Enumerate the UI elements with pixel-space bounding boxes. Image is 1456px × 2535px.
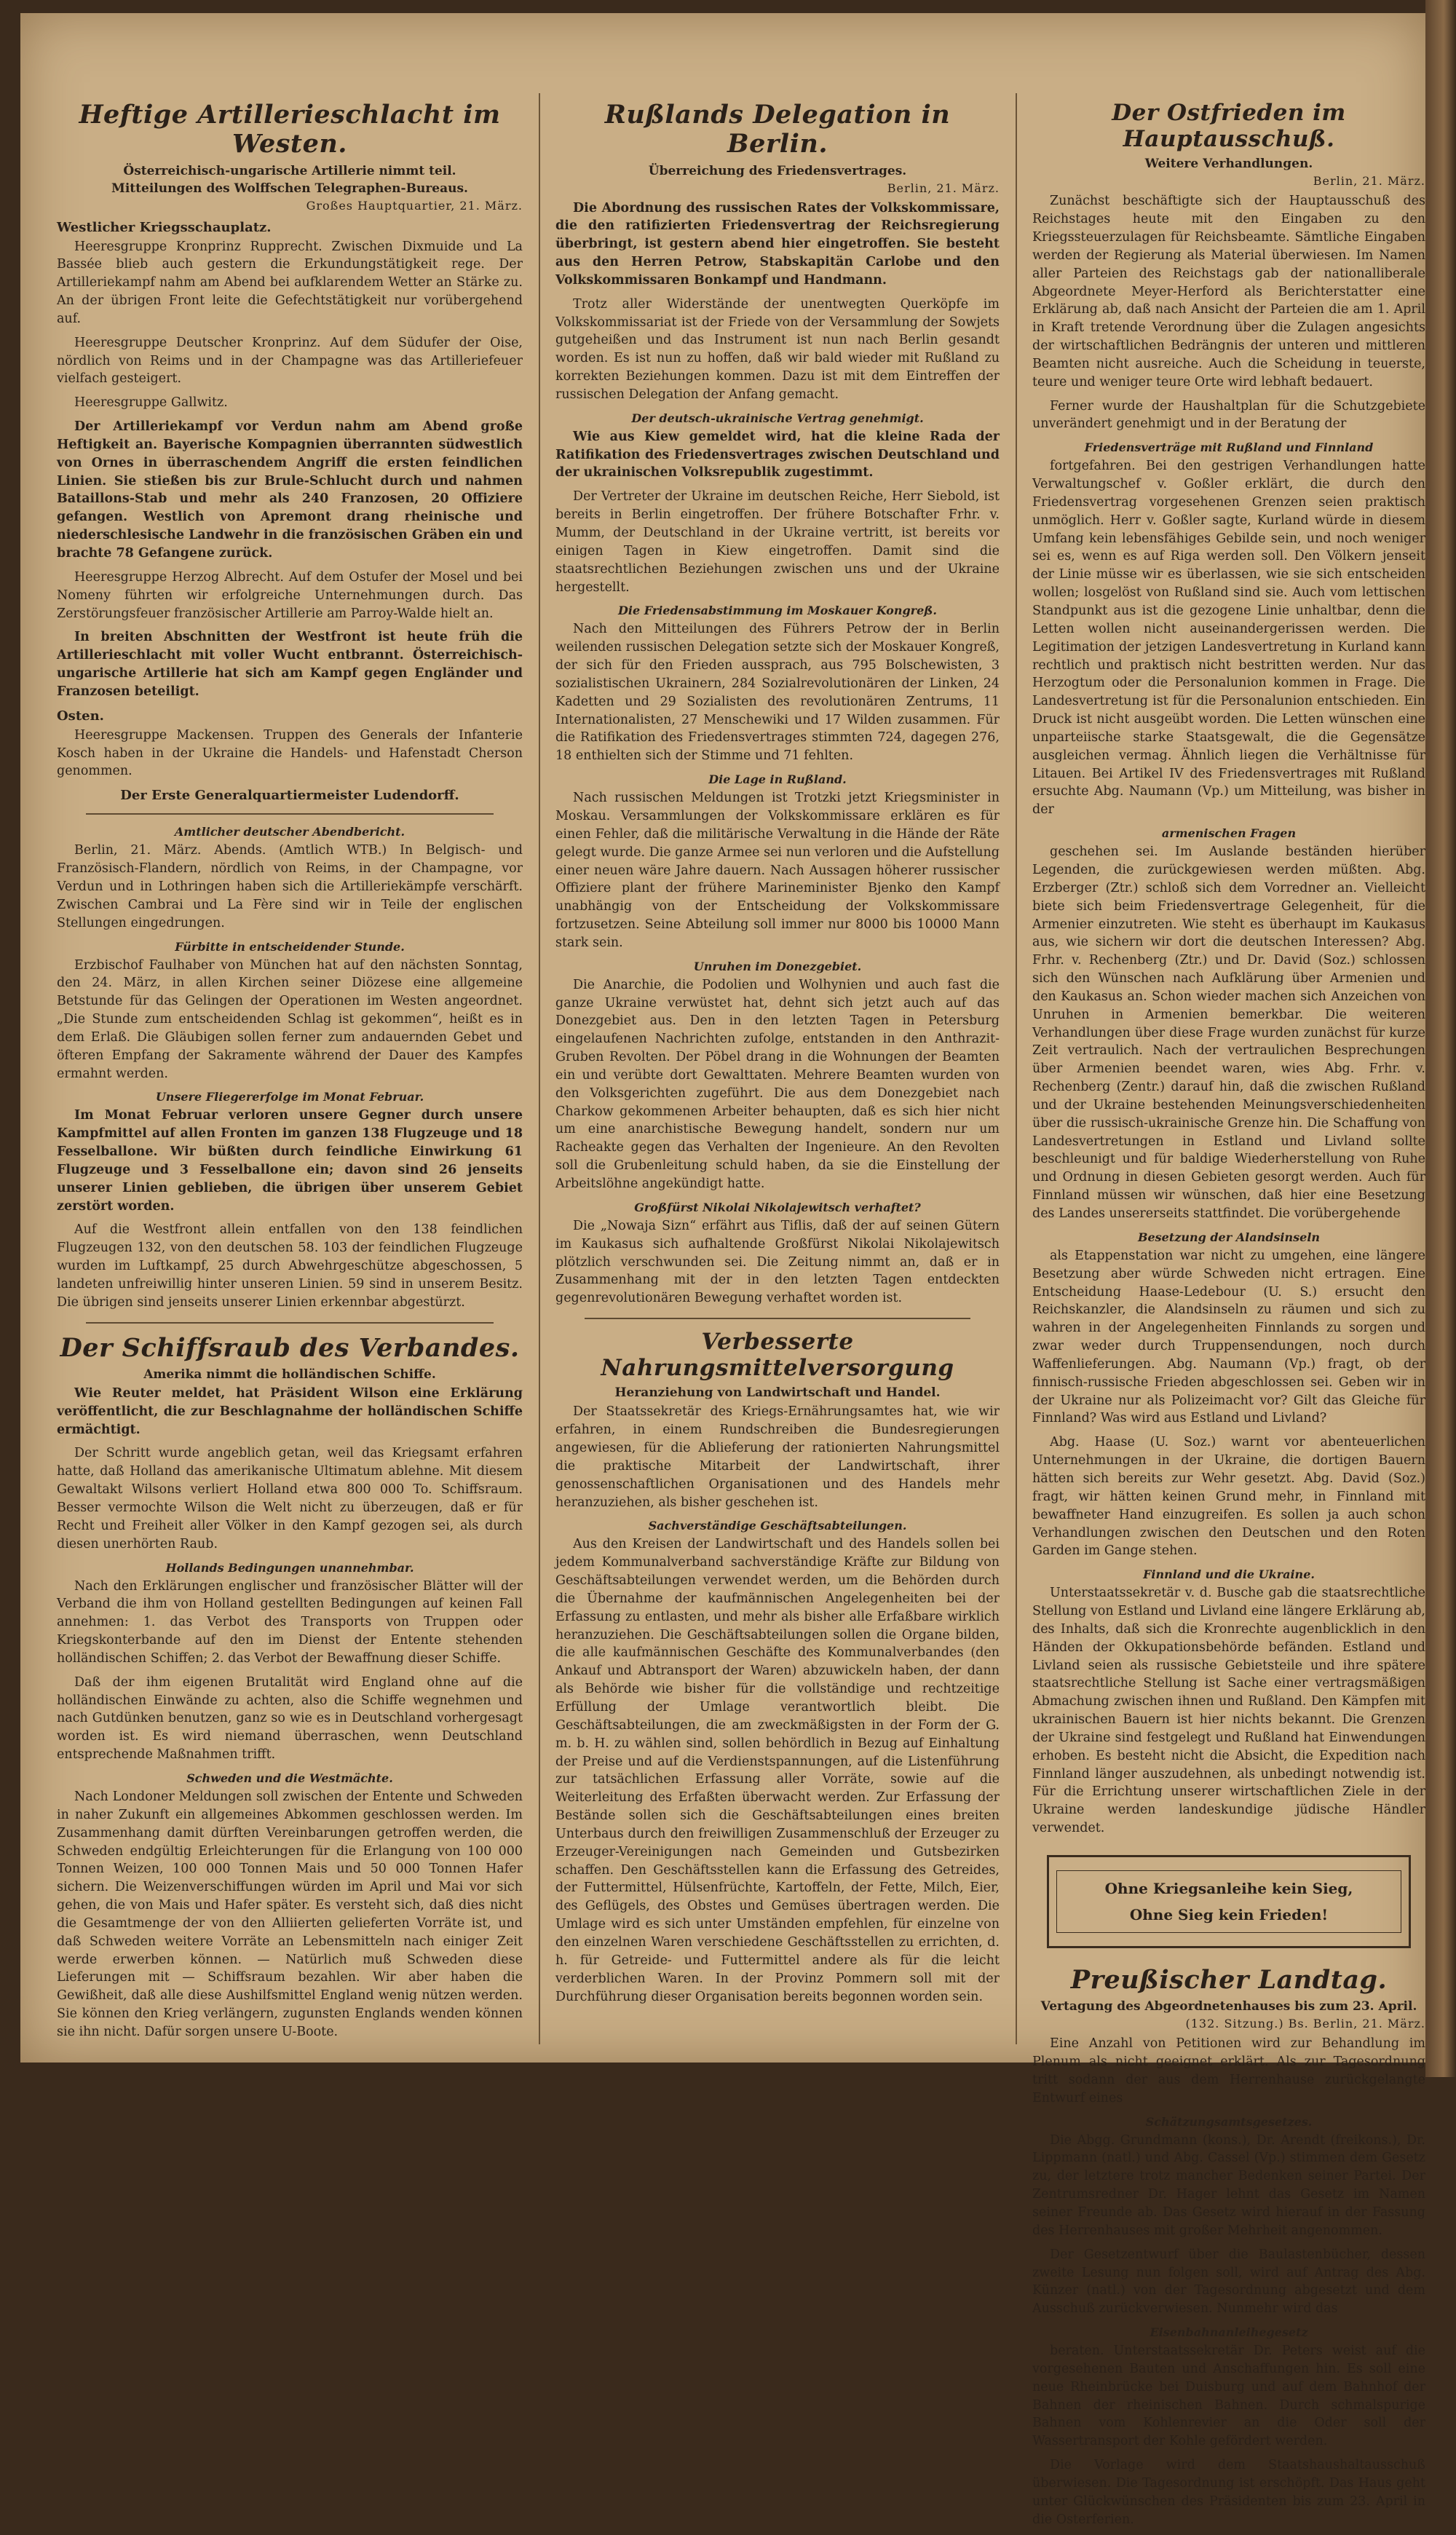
subheadline: Heranziehung von Landwirtschaft und Handel.: [614, 1385, 941, 1401]
column-middle: [555, 100, 1000, 2012]
section-heading: Osten.: [57, 708, 104, 724]
paragraph: Die Abgg. Grundmann (kons.), Dr. Arendt (freikons.), Dr. Lippmann (natl.) und Abg. Cassel (Vp.) stimmen dem Gesetz zu, der letztere trotz mancher Bedenken seiner Partei. Der Zentrumsredner Dr. Hager lehnt das Gesetz im Namen seiner Freunde ab. Das Gesetz wird hierauf in der Fassung des Herrenhauses mit großer Mehrheit angenommen.: [1032, 2132, 1425, 2238]
paragraph: Heeresgruppe Kronprinz Rupprecht. Zwischen Dixmuide und La Bassée blieb auch gestern die Erkundungstätigkeit rege. Der Artilleriekampf nahm am Abend bei aufklarendem Wetter an Stärke zu. An der übrigen Front leite die Gefechtstätigkeit nur vorübergehend auf.: [57, 239, 523, 326]
paragraph: Der Staatssekretär des Kriegs-Ernährungsamtes hat, wie wir erfahren, in einem Rundschreiben die Bundesregierungen angewiesen, für die Ablieferung der rationierten Nahrungsmittel die praktische Mitarbeit der Landwirtschaft, ihrer genossenschaftlichen Organisationen und des Handels mehr heranzuziehen, als bisher geschehen ist.: [555, 1404, 1000, 1510]
subheadline: Österreichisch-ungarische Artillerie nimmt teil.: [123, 163, 456, 178]
paragraph: Trotz aller Widerstände der unentwegten Querköpfe im Volkskommissariat ist der Friede von der Versammlung der Sowjets gutgeheißen und das Instrument ist nun nach Berlin gesandt worden. Es ist nun zu hoffen, daß wir bald wieder mit Rußland zu korrekten Beziehungen kommen. Dazu ist mit dem Eintreffen der russischen Delegation der Anfang gemacht.: [555, 296, 1000, 402]
section-heading: Fürbitte in entscheidender Stunde.: [175, 939, 405, 954]
dateline: Großes Hauptquartier, 21. März.: [306, 198, 523, 213]
paragraph: Wie Reuter meldet, hat Präsident Wilson eine Erklärung veröffentlicht, die zur Beschlagnahme der holländischen Schiffe ermächtigt.: [57, 1385, 523, 1437]
paragraph: Die Vorlage wird dem Staatshaushaltausschuß überwiesen. Die Tagesordnung ist erschöpft. Das Haus geht unter Glückwünschen des Präsidenten bis zum 23. April in die Osterferien.: [1032, 2458, 1425, 2527]
paragraph: Die Anarchie, die Podolien und Wolhynien und auch fast die ganze Ukraine verwüstet hat, dehnt sich jetzt auch auf das Donezgebiet aus. Den in den letzten Tagen in Petersburg eingelaufenen Nachrichten zufolge, entstanden in den Anthrazit-Gruben Revolten. Der Pöbel drang in die Wohnungen der Beamten ein und verübte dort Gewalttaten. Mehrere Beamten wurden von den Volksgerichten zugeführt. Die aus dem Donezgebiet nach Charkow gekommenen Arbeiter behaupten, daß es sich hier nicht um eine anarchistische Bewegung handelt, sondern nur um Racheakte gegen das Verhalten der Ingenieure. An den Revolten soll die Grubenleitung schuld haben, da sie die Einstellung der Arbeitslöhne angekündigt hatte.: [555, 977, 1000, 1191]
paragraph: Die „Nowaja Sizn“ erfährt aus Tiflis, daß der auf seinen Gütern im Kaukasus sich aufhaltende Großfürst Nikolai Nikolajewitsch plötzlich verschwunden sei. Die Zeitung nimmt an, daß er in Zusammenhang mit der in den letzten Tagen entdeckten gegenrevolutionären Bewegung verhaftet worden ist.: [555, 1218, 1000, 1306]
signature: Der Erste Generalquartiermeister Ludendorff.: [120, 788, 459, 804]
paragraph: Ferner wurde der Haushaltplan für die Schutzgebiete unverändert genehmigt und in der Beratung der: [1032, 398, 1425, 432]
section-heading: Sachverständige Geschäftsabteilungen.: [648, 1519, 907, 1533]
slogan-line: Ohne Kriegsanleihe kein Sieg,: [1104, 1880, 1353, 1897]
section-heading: Besetzung der Alandsinseln: [1137, 1230, 1321, 1244]
section-heading: Der deutsch-ukrainische Vertrag genehmigt.: [631, 411, 924, 425]
war-bond-slogan-box: [1047, 1855, 1411, 1948]
paragraph: Der Schritt wurde angeblich getan, weil das Kriegsamt erfahren hatte, daß Holland das amerikanische Ultimatum ablehne. Mit diesem Gewaltakt Wilsons verliert Holland etwa 800 000 To. Schiffsraum. Besser vermochte Wilson die Welt nicht zu überzeugen, daß er für Recht und Freiheit aller Völker in den Kampf gezogen sei, als durch diesen unerhörten Raub.: [57, 1446, 523, 1551]
section-heading: armenischen Fragen: [1161, 826, 1297, 841]
column-right: [1032, 100, 1425, 2535]
section-heading: Die Friedensabstimmung im Moskauer Kongreß.: [617, 604, 937, 618]
section-heading: Westlicher Kriegsschauplatz.: [57, 219, 272, 235]
paragraph: Nach Londoner Meldungen soll zwischen der Entente und Schweden in naher Zukunft ein allgemeines Abkommen geschlossen werden. Im Zusammenhang damit dürften Vereinbarungen getroffen werden, die Schweden endgültig Erleichterungen für die Erlangung von 100 000 Tonnen Weizen, 100 000 Tonnen Mais und 50 000 Tonnen Hafer sichern. Die Weizenverschiffungen würden im April und Mai vor sich gehen, die von Mais und Hafer später. Es versteht sich, daß dies nicht die Gesamtmenge der von den Alliierten gelieferten Vorräte ist, und daß Schweden weitere Vorräte an Lebensmitteln nach einiger Zeit werde erwerben können. — Natürlich muß Schweden diese Lieferungen mit — Schiffsraum bezahlen. Wir aber haben die Gewißheit, daß alle diese Aushilfsmittel England wenig nützen werden. Sie können den Krieg verlängern, zugunsten Englands wenden können sie ihn nicht. Dafür sorgen unsere U-Boote.: [57, 1789, 523, 2039]
divider: [86, 1322, 494, 1324]
paragraph: Aus den Kreisen der Landwirtschaft und des Handels sollen bei jedem Kommunalverband sachverständige Kräfte zur Bildung von Geschäftsabteilungen verwendet werden, um die Behörden durch die Übernahme der kaufmännischen Angelegenheiten bei der Erfassung zu entlasten, und mehr als bisher alle Erfaßbare wirklich heranzuziehen. Die Geschäftsabteilungen sollen die Organe bilden, die alle kaufmännischen Geschäfte des Kommunalverbandes (den Ankauf und Abtransport der Waren) abzuwickeln haben, der dann als Behörde wie bisher für die vollständige und rechtzeitige Erfüllung der Umlage verantwortlich bleibt. Die Geschäftsabteilungen, die am zweckmäßigsten in der Form der G. m. b. H. zu wählen sind, sollen behördlich in Bezug auf Einhaltung der Preise und auf die Verdienstspannungen, auf die Listenführung zur tatsächlichen Erfassung aller Vorräte, sowie auf die Weiterleitung des Erfaßten überwacht werden. Zur Erfassung der Bestände sollen sich die Geschäftsabteilungen eines breiten Unterbaus durch den freiwilligen Zusammenschluß der Erzeuger zu Erzeuger-Vereinigungen nach Gemeinden und Gutsbezirken schaffen. Den Geschäftsstellen kann die Erfassung des Getreides, der Futtermittel, Hülsenfrüchte, Kartoffeln, der Fette, Milch, Eier, des Geflügels, des Obstes und Gemüses übertragen werden. Die Umlage wird es sich unter Umständen empfehlen, für einzelne von den einzelnen Waren verschiedene Geschäftsstellen zu errichten, d. h. für Getreide- und Futtermittel andere als für die leicht verderblichen Waren. In der Provinz Pommern soll mit der Durchführung dieser Organisation bereits begonnen worden sein.: [555, 1537, 1000, 2004]
page-edge: [1425, 0, 1456, 2077]
paragraph: Erzbischof Faulhaber von München hat auf den nächsten Sonntag, den 24. März, in allen Kirchen seiner Diözese eine allgemeine Betstunde für das Gelingen der Operationen im Westen angeordnet. „Die Stunde zum entscheidenden Schlag ist gekommen“, heißt es in dem Erlaß. Die Gläubigen sollen ferner zum andauernden Gebet und öfteren Empfang der Sakramente während der Dauer des Kampfes ermahnt werden.: [57, 957, 523, 1081]
dateline: (132. Sitzung.) Bs. Berlin, 21. März.: [1185, 2017, 1425, 2031]
paragraph: Im Monat Februar verloren unsere Gegner durch unsere Kampfmittel auf allen Fronten im ganzen 138 Flugzeuge und 18 Fesselballone. Wir büßten durch feindliche Einwirkung 61 Flugzeuge und 3 Fesselballone ein; davon sind 26 jenseits unserer Linien geblieben, die übrigen über unserem Gebiet zerstört worden.: [57, 1108, 523, 1214]
paragraph: Daß der ihm eigenen Brutalität wird England ohne auf die holländischen Einwände zu achten, also die Schiffe wegnehmen und nach Gutdünken benutzen, ganz so wie es in Deutschland vorhergesagt worden ist. Es wird niemand überraschen, wenn Deutschland entsprechende Maßnahmen trifft.: [57, 1674, 523, 1763]
paragraph: geschehen sei. Im Auslande beständen hierüber Legenden, die zurückgewiesen werden müßten. Abg. Erzberger (Ztr.) schloß sich dem Vorredner an. Vielleicht biete sich beim Friedensvertrage Gelegenheit, für die Armenier einzutreten. Wie steht es überhaupt im Kaukasus aus, wie sichern wir dort die deutschen Interessen? Abg. Frhr. v. Rechenberg (Ztr.) und Dr. David (Soz.) schlossen sich den Wünschen nach Aufklärung über Armenien und den Kaukasus an. Schon wieder machen sich Anzeichen von Unruhen in Armenien bemerkbar. Die weiteren Verhandlungen über diese Frage wurden zunächst für kurze Zeit vertraulich. Nach der vertraulichen Besprechungen über Armenien beendet waren, wies Abg. Frhr. v. Rechenberg (Zentr.) darauf hin, daß die zwischen Rußland und der Ukraine bestehenden Meinungsverschiedenheiten über die russisch-ukrainische Grenze hin. Die Schaffung von Landesvertretungen in Estland und Livland sollte beschleunigt und für baldige Wiederherstellung von Ruhe und Ordnung in diesen Gebieten gesorgt werden. Auch für Finnland müssen wir wünschen, daß hier eine Besetzung des Landes unsererseits stattfindet. Die vorübergehende: [1032, 845, 1425, 1221]
section-heading: Unruhen im Donezgebiet.: [693, 959, 862, 973]
paragraph: Nach den Erklärungen englischer und französischer Blätter will der Verband die ihm von Holland gestellten Bedingungen auf keinen Fall annehmen: 1. das Verbot des Transports von Truppen oder Kriegskonterbande auf den im Dienst der Entente stehenden holländischen Schiffen; 2. das Verbot der Bewaffnung dieser Schiffe.: [57, 1578, 523, 1666]
paragraph: Auf die Westfront allein entfallen von den 138 feindlichen Flugzeugen 132, von den deutschen 58. 103 der feindlichen Flugzeuge wurden im Luftkampf, 25 durch Abwehrgeschütze abgeschossen, 5 landeten unfreiwillig hinter unseren Linien. 59 sind in unserem Besitz. Die übrigen sind jenseits unserer Linien erkennbar abgestürzt.: [57, 1222, 523, 1310]
section-heading: Unsere Fliegererfolge im Monat Februar.: [155, 1090, 424, 1104]
section-heading: Eisenbahnanleihegesetz: [1150, 2325, 1308, 2340]
paragraph: als Etappenstation war nicht zu umgehen, eine längere Besetzung aber würde Schweden nicht ertragen. Eine Entscheidung Haase-Ledebour (U. S.) ersucht den Reichskanzler, die Alandsinseln zu räumen und sich zu wahren in der Angelegenheiten Finnlands zu sorgen und zwar weder durch Truppensendungen, noch durch Waffenlieferungen. Abg. Naumann (Vp.) fragt, ob der finnisch-russische Frieden abgeschlossen sei. Geben wir in der Ukraine nur als Polizeimacht vor? Gilt das Gleiche für Finnland? Was wird aus Estland und Livland?: [1032, 1248, 1425, 1426]
headline-nahrungsmittel: Verbesserte Nahrungsmittelversorgung: [601, 1329, 954, 1381]
section-heading: Großfürst Nikolai Nikolajewitsch verhaftet?: [634, 1200, 921, 1214]
section-heading: Schätzungsamtsgesetzes.: [1145, 2114, 1313, 2129]
paragraph: Heeresgruppe Deutscher Kronprinz. Auf dem Südufer der Oise, nördlich von Reims und in der Champagne was das Artilleriefeuer vielfach gesteigert.: [57, 335, 523, 387]
section-heading: Friedensverträge mit Rußland und Finnland: [1084, 440, 1374, 455]
paragraph: Zunächst beschäftigte sich der Hauptausschuß des Reichstages heute mit den Eingaben zu den Kriegssteuerzulagen für Reichsbeamte. Sämtliche Eingaben werden der Regierung als Material überwiesen. Im Namen aller Parteien des Reichstags gab der nationalliberale Abgeordnete Meyer-Herford als Berichterstatter eine Erklärung ab, daß nach Ansicht der Parteien die am 1. April in Kraft tretende Verordnung über die Zulagen angesichts der wirtschaftlichen Bedrängnis der unteren und mittleren Beamten nicht ausreiche. Auch die Scheidung in teuerste, teure und weniger teure Orte wird lebhaft bedauert.: [1032, 194, 1425, 389]
paragraph: Nach den Mitteilungen des Führers Petrow der in Berlin weilenden russischen Delegation setzte sich der Moskauer Kongreß, der sich für den Frieden aussprach, aus 795 Bolschewisten, 3 sozialistischen Ukrainern, 284 Sozialrevolutionären der Linken, 24 Kadetten und 29 Sozialisten des revolutionären Zentrums, 11 Internationalisten, 27 Menschewiki und 17 Wilden zusammen. Für die Ratifikation des Friedensvertrages stimmten 724, dagegen 276, 18 enthielten sich der Stimme und 71 fehlten.: [555, 622, 1000, 764]
paragraph: Berlin, 21. März. Abends. (Amtlich WTB.) In Belgisch- und Französisch-Flandern, nördlich von Reims, in der Champagne, vor Verdun und in Lothringen haben sich die Artilleriekämpfe verschärft. Zwischen Cambrai und La Fère sind wir in Teile der englischen Stellungen eingedrungen.: [57, 843, 523, 930]
dateline: Berlin, 21. März.: [887, 181, 1000, 195]
paragraph: Der Vertreter der Ukraine im deutschen Reiche, Herr Siebold, ist bereits in Berlin eingetroffen. Der frühere Botschafter Frhr. v. Mumm, der Deutschland in der Ukraine vertritt, ist bereits vor einigen Tagen in Kiew eingetroffen. Damit sind die staatsrechtlichen Beziehungen zwischen uns und der Ukraine hergestellt.: [555, 489, 1000, 595]
divider: [86, 813, 494, 815]
paragraph: beraten. Unterstaatssekretär Dr. Peters weist auf die vorgesehenen Bauten und Anschaffungen hin. Es soll eine neue Rheinbrücke bei Duisburg und auf dem Bahnhof der Bahnen der rheinischen Bahnen. Durch schmalspurige Bahnen vom Kohlenrevier an die Oder soll der Wassertransport der Kohle gefördert werden.: [1032, 2344, 1425, 2449]
subheadline: Überreichung des Friedensvertrages.: [648, 163, 907, 178]
column-rule: [539, 93, 540, 2044]
headline-schiffsraub: Der Schiffsraub des Verbandes.: [60, 1332, 520, 1363]
dateline: Berlin, 21. März.: [1313, 174, 1425, 189]
column-left: [57, 100, 523, 2047]
paragraph: Wie aus Kiew gemeldet wird, hat die kleine Rada der Ratifikation des Friedensvertrages zwischen Deutschland und der ukrainischen Volksrepublik zugestimmt.: [555, 429, 1000, 480]
subheadline: Weitere Verhandlungen.: [1144, 157, 1313, 172]
slogan-line: Ohne Sieg kein Frieden!: [1129, 1906, 1329, 1923]
subheadline: Vertagung des Abgeordnetenhauses bis zum 23. April.: [1040, 1999, 1417, 2014]
column-rule: [1016, 93, 1017, 2044]
paragraph: Unterstaatssekretär v. d. Busche gab die staatsrechtliche Stellung von Estland und Livland eine längere Erklärung ab, des Inhalts, daß sich die Kronrechte augenblicklich in den Händen der Okkupationsbehörde befänden. Estland und Livland seien als russische Gebietsteile und ihre spätere staatsrechtliche Stellung ist Sache einer vertragsmäßigen Abmachung zwischen ihnen und Rußland. Den Kämpfen mit ukrainischen Bauern ist hier nichts bekannt. Die Grenzen der Ukraine sind festgelegt und Rußland hat Einwendungen erhoben. Es besteht nicht die Absicht, die Expedition nach Finnland länger auszudehnen, als unbedingt notwendig ist. Für die Errichtung unserer wirtschaftlichen Ziele in der Ukraine werden landeskundige jüdische Händler verwendet.: [1032, 1586, 1425, 1836]
paragraph: Heeresgruppe Gallwitz.: [74, 395, 228, 411]
section-heading: Hollands Bedingungen unannehmbar.: [165, 1560, 414, 1575]
subheadline: Amerika nimmt die holländischen Schiffe.: [143, 1367, 436, 1382]
paragraph: fortgefahren. Bei den gestrigen Verhandlungen hatte Verwaltungschef v. Goßler erklärt, die durch den Friedensvertrag vorgesehenen Grenzen seien praktisch unmöglich. Herr v. Goßler sagte, Kurland würde in diesem Umfang kein lebensfähiges Gebilde sein, und noch weniger sei es, wenn es auf Riga werden soll. Den Völkern jenseit der Linie müsse wir es überlassen, wie sie sich entscheiden wollen; losgelöst von Rußland sind sie. Auch vom lettischen Standpunkt aus ist die gezogene Linie unhaltbar, denn die Letten wollen nicht auseinandergerissen werden. Die Legitimation der jetzigen Landesvertretung in Kurland kann rechtlich und praktisch nicht bestritten werden. Nur das Herzogtum oder die Personalunion kommen in Frage. Die Landesvertretung ist für die Personalunion entschieden. Ein Druck ist nicht ausgeübt worden. Die Letten wünschen eine unparteiische starke Staatsgewalt, die die Gegensätze ausgleichen vermag. Ähnlich liegen die Verhältnisse für Litauen. Bei Artikel IV des Friedensvertrages mit Rußland ersuchte Abg. Naumann (Vp.) um Mitteilung, was bisher in der: [1032, 459, 1425, 818]
headline-landtag: Preußischer Landtag.: [1070, 1965, 1388, 1995]
headline-artillery: Heftige Artillerieschlacht im Westen.: [79, 100, 501, 159]
paragraph: Heeresgruppe Herzog Albrecht. Auf dem Ostufer der Mosel und bei Nomeny führten wir erfolgreiche Unternehmungen durch. Das Zerstörungsfeuer französischer Artillerie am Parroy-Walde hielt an.: [57, 569, 523, 621]
paragraph: Die Abordnung des russischen Rates der Volkskommissare, die den ratifizierten Friedensvertrag der Reichsregierung überbringt, ist gestern abend hier eingetroffen. Sie besteht aus den Herren Petrow, Stabskapitän Carlobe und den Volkskommissaren Bonkampf und Handmann.: [555, 200, 1000, 288]
paragraph: Der Artilleriekampf vor Verdun nahm am Abend große Heftigkeit an. Bayerische Kompagnien überrannten südwestlich von Ornes in überraschendem Angriff die ersten feindlichen Linien. Sie stießen bis zur Brule-Schlucht durch und nahmen Bataillons-Stab und mehr als 240 Franzosen, 20 Offiziere gefangen. Westlich von Apremont drang rheinische und niederschlesische Landwehr in die französischen Gräben ein und brachte 78 Gefangene zurück.: [57, 419, 523, 561]
headline-ostfrieden: Der Ostfrieden im Hauptausschuß.: [1112, 100, 1346, 152]
paragraph: Eine Anzahl von Petitionen wird zur Behandlung im Plenum als nicht geeignet erklärt. Als zur Tagesordnung tritt sodann der aus dem Herrenhause zurückgelangte Entwurf eines: [1032, 2036, 1425, 2105]
section-heading: Schweden und die Westmächte.: [186, 1771, 393, 1785]
divider: [585, 1318, 970, 1319]
paragraph: In breiten Abschnitten der Westfront ist heute früh die Artillerieschlacht mit voller Wucht entbrannt. Österreichisch-ungarische Artillerie hat sich am Kampf gegen Engländer und Franzosen beteiligt.: [57, 630, 523, 699]
paragraph: Abg. Haase (U. Soz.) warnt vor abenteuerlichen Unternehmungen in der Ukraine, die dortigen Bauern hätten sich bereits zur Wehr gesetzt. Abg. David (Soz.) fragt, wir hätten keinen Grund mehr, in Finnland mit bewaffneter Hand einzugreifen. Es sollen ja auch schon Verhandlungen zwischen den Deutschen und den Roten Garden im Gange stehen.: [1032, 1435, 1425, 1559]
section-heading: Die Lage in Rußland.: [708, 772, 847, 787]
subheadline: Mitteilungen des Wolffschen Telegraphen-Bureaus.: [111, 181, 468, 196]
paragraph: Der Gesetzentwurf über die Baulastenbücher, dessen zweite Lesung nun folgen soll, wird auf Antrag des Abg. Künzer (natl.) von der Tagesordnung abgesetzt und dem Ausschuß zurückverwiesen. Nunmehr wird das: [1032, 2247, 1425, 2317]
headline-russland: Rußlands Delegation in Berlin.: [604, 100, 951, 159]
paragraph: Nach russischen Meldungen ist Trotzki jetzt Kriegsminister in Moskau. Versammlungen der Volkskommissare erklären es für einen Fehler, daß die militärische Verwaltung in die Hände der Räte gelegt wurde. Die ganze Armee sei nun verloren und die Aufstellung einer neuen wäre Jahre dauern. Nach Aussagen höherer russischer Offiziere plant der frühere Marineminister Bjenko den Kampf unabhängig von der Entscheidung der Volkskommissare fortzusetzen. Seine Abteilung soll immer nur 8000 bis 10000 Mann stark sein.: [555, 791, 1000, 950]
newspaper-page: [20, 13, 1425, 2527]
section-heading: Finnland und die Ukraine.: [1143, 1567, 1315, 1582]
section-heading: Amtlicher deutscher Abendbericht.: [174, 825, 405, 839]
paragraph: Heeresgruppe Mackensen. Truppen des Generals der Infanterie Kosch haben in der Ukraine die Handels- und Hafenstadt Cherson genommen.: [57, 727, 523, 779]
